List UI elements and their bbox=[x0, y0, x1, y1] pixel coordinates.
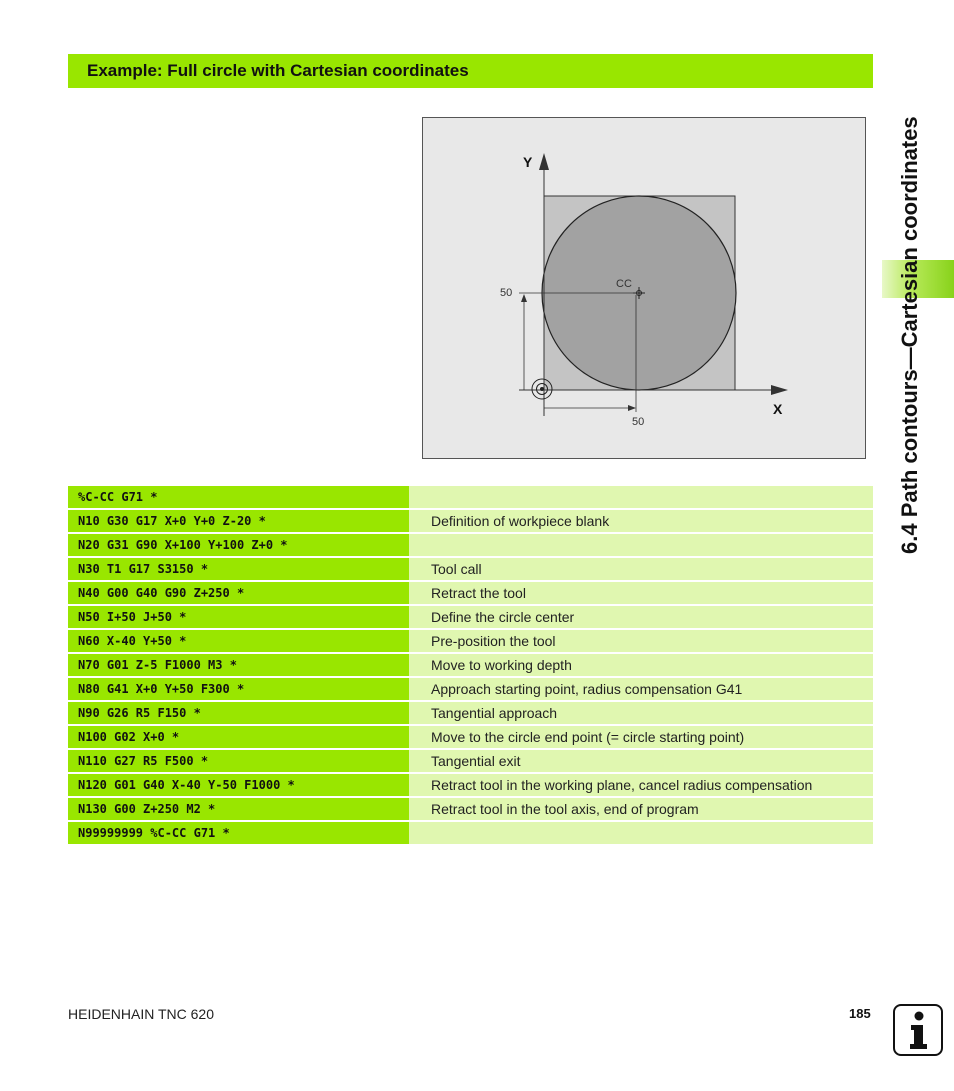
block-description: Pre-position the tool bbox=[409, 630, 873, 652]
block-code: N40 G00 G40 G90 Z+250 * bbox=[68, 582, 409, 604]
info-icon bbox=[893, 1004, 943, 1056]
program-row bbox=[68, 558, 873, 580]
block-code: N30 T1 G17 S3150 * bbox=[68, 558, 409, 580]
block-description bbox=[409, 822, 873, 844]
block-code: N99999999 %C-CC G71 * bbox=[68, 822, 409, 844]
block-code: N90 G26 R5 F150 * bbox=[68, 702, 409, 724]
block-description bbox=[409, 486, 873, 508]
nc-program-table bbox=[68, 486, 873, 846]
circle-diagram bbox=[422, 117, 866, 459]
block-description: Move to working depth bbox=[409, 654, 873, 676]
datum-dot bbox=[540, 387, 544, 391]
program-row bbox=[68, 678, 873, 700]
program-row bbox=[68, 630, 873, 652]
manual-name: HEIDENHAIN TNC 620 bbox=[68, 1006, 215, 1022]
block-description: Move to the circle end point (= circle starting point) bbox=[409, 726, 873, 748]
program-row bbox=[68, 534, 873, 556]
program-row bbox=[68, 798, 873, 820]
block-code: N50 I+50 J+50 * bbox=[68, 606, 409, 628]
block-code: N120 G01 G40 X-40 Y-50 F1000 * bbox=[68, 774, 409, 796]
block-code: N130 G00 Z+250 M2 * bbox=[68, 798, 409, 820]
block-description: Approach starting point, radius compensation G41 bbox=[409, 678, 873, 700]
block-description: Retract tool in the working plane, cancel radius compensation bbox=[409, 774, 873, 796]
chapter-title: 6.4 Path contours—Cartesian coordinates bbox=[897, 116, 922, 554]
dim-x-arrow bbox=[628, 405, 636, 411]
block-code: %C-CC G71 * bbox=[68, 486, 409, 508]
x-axis-arrow bbox=[771, 385, 788, 395]
y-axis-label: Y bbox=[523, 154, 533, 170]
y-axis-arrow bbox=[539, 153, 549, 170]
block-description: Tool call bbox=[409, 558, 873, 580]
x-axis-label: X bbox=[773, 401, 783, 417]
block-code: N100 G02 X+0 * bbox=[68, 726, 409, 748]
block-code: N70 G01 Z-5 F1000 M3 * bbox=[68, 654, 409, 676]
program-row bbox=[68, 822, 873, 844]
block-description: Definition of workpiece blank bbox=[409, 510, 873, 532]
program-row bbox=[68, 726, 873, 748]
program-row bbox=[68, 582, 873, 604]
block-code: N10 G30 G17 X+0 Y+0 Z-20 * bbox=[68, 510, 409, 532]
program-row bbox=[68, 654, 873, 676]
cc-label: CC bbox=[616, 278, 632, 290]
program-row bbox=[68, 750, 873, 772]
block-code: N60 X-40 Y+50 * bbox=[68, 630, 409, 652]
block-description: Tangential exit bbox=[409, 750, 873, 772]
page-number: 185 bbox=[849, 1006, 871, 1021]
block-description: Retract the tool bbox=[409, 582, 873, 604]
program-row bbox=[68, 510, 873, 532]
block-code: N110 G27 R5 F500 * bbox=[68, 750, 409, 772]
block-code: N20 G31 G90 X+100 Y+100 Z+0 * bbox=[68, 534, 409, 556]
block-description: Tangential approach bbox=[409, 702, 873, 724]
program-row bbox=[68, 702, 873, 724]
section-title: Example: Full circle with Cartesian coordinates bbox=[68, 54, 873, 88]
block-code: N80 G41 X+0 Y+50 F300 * bbox=[68, 678, 409, 700]
dim-x-label: 50 bbox=[632, 416, 645, 428]
program-row bbox=[68, 486, 873, 508]
block-description: Retract tool in the tool axis, end of program bbox=[409, 798, 873, 820]
dim-y-arrow bbox=[521, 294, 527, 302]
block-description: Define the circle center bbox=[409, 606, 873, 628]
program-row bbox=[68, 774, 873, 796]
program-row bbox=[68, 606, 873, 628]
block-description bbox=[409, 534, 873, 556]
info-glyph bbox=[895, 1006, 941, 1054]
diagram-canvas bbox=[423, 118, 867, 460]
dim-y-label: 50 bbox=[500, 287, 513, 299]
